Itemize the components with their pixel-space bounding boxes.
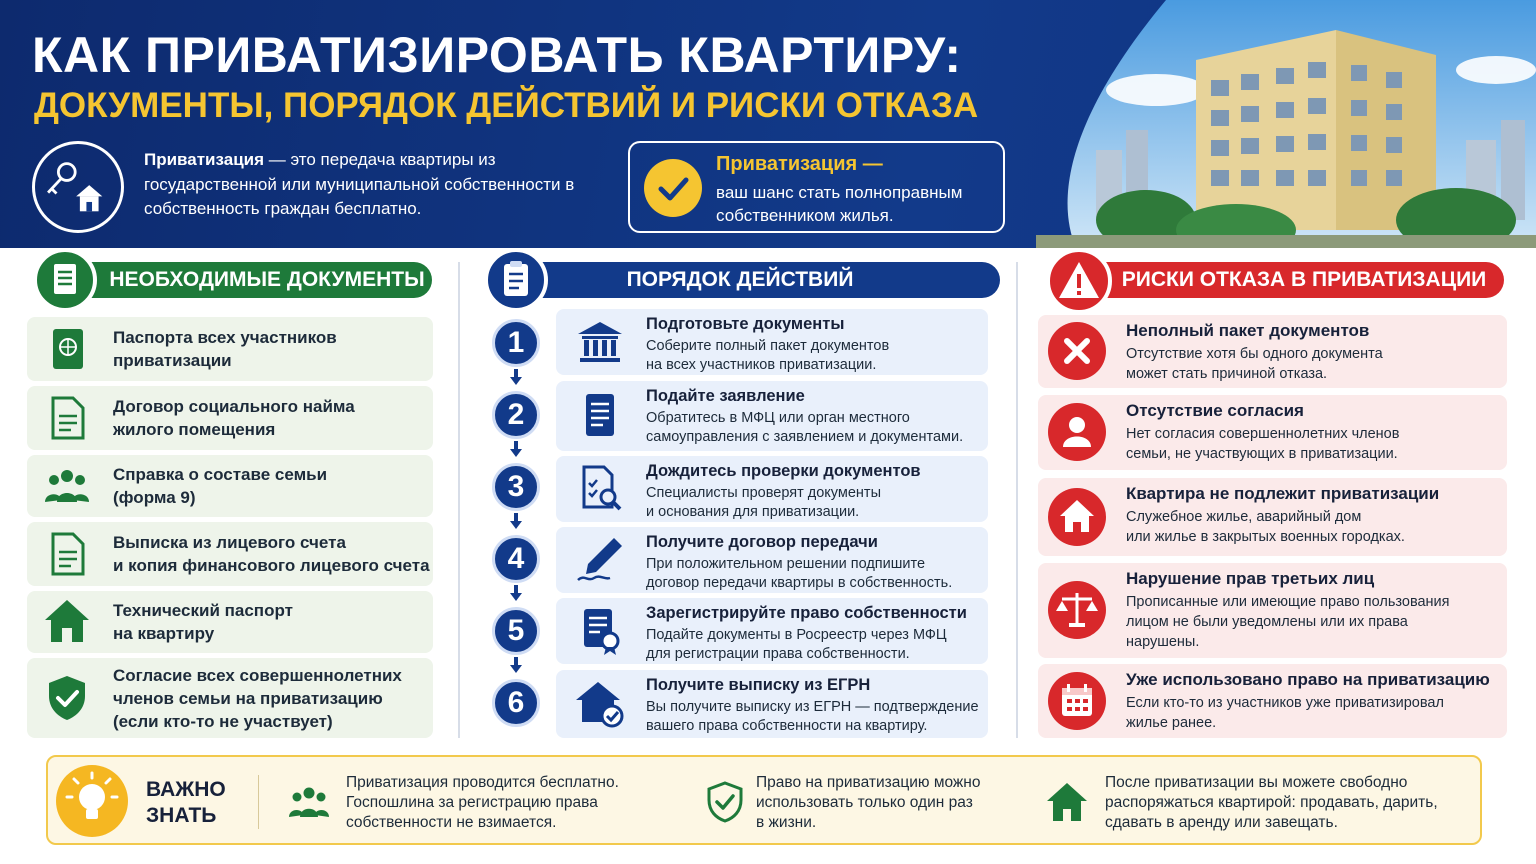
footer-note: Приватизация проводится бесплатно. Госпошлина за регистрацию права собственности не взимается. <box>346 774 619 831</box>
footer-divider <box>258 775 259 829</box>
definition-term: Приватизация <box>144 150 265 169</box>
step-title: Подготовьте документы <box>646 315 845 333</box>
document-icon <box>41 528 93 580</box>
step-card <box>556 381 988 451</box>
pen-sign-icon <box>574 534 626 586</box>
page-title: КАК ПРИВАТИЗИРОВАТЬ КВАРТИРУ: <box>32 27 962 83</box>
house-icon <box>1048 488 1106 546</box>
step-description: Подайте документы в Росреестр через МФЦ для регистрации права собственности. <box>646 627 947 662</box>
document-item <box>27 386 433 450</box>
risk-title: Нарушение прав третьих лиц <box>1126 569 1375 588</box>
step-description: Обратитесь в МФЦ или орган местного самоуправления с заявлением и документами. <box>646 410 964 445</box>
institution-icon <box>574 316 626 368</box>
documents-heading-label: НЕОБХОДИМЫЕ ДОКУМЕНТЫ <box>109 268 425 291</box>
footer-note: После приватизации вы можете свободно распоряжаться квартирой: продавать, дарить, сдавать в аренду или завещать. <box>1105 774 1438 831</box>
risk-item <box>1038 478 1507 556</box>
certificate-icon <box>574 605 626 657</box>
step-title: Дождитесь проверки документов <box>646 462 921 480</box>
document-icon <box>33 248 97 312</box>
application-icon <box>574 390 626 442</box>
document-search-icon <box>574 463 626 515</box>
document-icon <box>41 392 93 444</box>
family-icon <box>286 779 332 825</box>
arrow-down-icon <box>510 441 522 457</box>
checkmark-icon <box>644 159 702 217</box>
risk-item <box>1038 395 1507 470</box>
step-description: При положительном решении подпишите договор передачи квартиры в собственность. <box>646 556 953 591</box>
shield-check-icon <box>41 672 93 724</box>
risk-description: Служебное жилье, аварийный дом или жилье в закрытых военных городках. <box>1126 509 1405 545</box>
arrow-down-icon <box>510 657 522 673</box>
step-title: Подайте заявление <box>646 387 805 405</box>
house-icon <box>41 596 93 648</box>
document-item <box>27 658 433 738</box>
step-number: 4 <box>492 535 540 583</box>
risks-heading-label: РИСКИ ОТКАЗА В ПРИВАТИЗАЦИИ <box>1121 268 1487 291</box>
step-number: 2 <box>492 391 540 439</box>
close-icon <box>1048 322 1106 380</box>
document-item <box>27 317 433 381</box>
step-description: Соберите полный пакет документов на всех участников приватизации. <box>646 338 890 373</box>
step-card <box>556 598 988 664</box>
document-label: Договор социального найма жилого помещения <box>113 397 355 439</box>
document-item <box>27 591 433 653</box>
definition-text: — это передача квартиры из государственной или муниципальной собственности в собственность граждан бесплатно. <box>144 150 575 218</box>
step-number: 6 <box>492 679 540 727</box>
risk-title: Неполный пакет документов <box>1126 321 1370 340</box>
step-number: 1 <box>492 319 540 367</box>
step-title: Получите выписку из ЕГРН <box>646 676 871 694</box>
document-label: Паспорта всех участников приватизации <box>113 328 337 370</box>
calendar-icon <box>1048 672 1106 730</box>
important-label: ВАЖНО ЗНАТЬ <box>146 778 226 827</box>
warning-icon <box>1046 248 1112 314</box>
passport-icon <box>41 323 93 375</box>
arrow-down-icon <box>510 369 522 385</box>
steps-heading-label: ПОРЯДОК ДЕЙСТВИЙ <box>626 268 854 291</box>
risk-item <box>1038 315 1507 388</box>
document-label: Справка о составе семьи (форма 9) <box>113 465 328 507</box>
key-house-icon <box>32 141 124 233</box>
arrow-down-icon <box>510 513 522 529</box>
steps-heading <box>520 262 1000 298</box>
document-label: Согласие всех совершеннолетних членов семьи на приватизацию (если кто-то не участвует) <box>113 666 402 731</box>
step-number: 5 <box>492 607 540 655</box>
step-card <box>556 456 988 522</box>
chance-title: Приватизация — <box>716 153 883 175</box>
privatization-definition <box>144 148 624 222</box>
page-subtitle: ДОКУМЕНТЫ, ПОРЯДОК ДЕЙСТВИЙ И РИСКИ ОТКАЗА <box>34 86 979 125</box>
risk-title: Квартира не подлежит приватизации <box>1126 484 1440 503</box>
risk-item <box>1038 563 1507 658</box>
document-item <box>27 522 433 586</box>
column-divider <box>458 262 460 738</box>
person-icon <box>1048 403 1106 461</box>
lightbulb-icon <box>56 765 128 837</box>
document-label: Выписка из лицевого счета и копия финансового лицевого счета <box>113 533 430 575</box>
document-label: Технический паспорт на квартиру <box>113 601 293 643</box>
scales-icon <box>1048 581 1106 639</box>
step-number: 3 <box>492 463 540 511</box>
family-icon <box>41 460 93 512</box>
documents-heading <box>62 262 432 298</box>
shield-check-icon <box>702 779 748 825</box>
risks-heading <box>1080 262 1504 298</box>
document-item <box>27 455 433 517</box>
column-divider <box>1016 262 1018 738</box>
risk-description: Прописанные или имеющие право пользования лицом не были уведомлены или их права нарушены. <box>1126 594 1450 650</box>
step-card <box>556 527 988 593</box>
important-footer <box>46 755 1482 845</box>
step-description: Вы получите выписку из ЕГРН — подтверждение вашего права собственности на квартиру. <box>646 699 979 734</box>
risk-description: Если кто-то из участников уже приватизировал жилье ранее. <box>1126 695 1444 731</box>
step-card <box>556 309 988 375</box>
header-banner <box>0 0 1536 248</box>
clipboard-icon <box>484 248 548 312</box>
chance-text: ваш шанс стать полноправным собственником жилья. <box>716 183 963 225</box>
house-check-icon <box>574 678 626 730</box>
chance-callout <box>628 141 1005 233</box>
apartment-building-illustration <box>1036 0 1536 248</box>
risk-description: Нет согласия совершеннолетних членов семьи, не участвующих в приватизации. <box>1126 426 1400 462</box>
step-title: Зарегистрируйте право собственности <box>646 604 967 622</box>
risk-title: Уже использовано право на приватизацию <box>1126 670 1490 689</box>
risk-item <box>1038 664 1507 738</box>
step-card <box>556 670 988 738</box>
footer-note: Право на приватизацию можно использовать только один раз в жизни. <box>756 774 981 831</box>
risk-title: Отсутствие согласия <box>1126 401 1304 420</box>
house-icon <box>1044 779 1090 825</box>
step-title: Получите договор передачи <box>646 533 878 551</box>
arrow-down-icon <box>510 585 522 601</box>
step-description: Специалисты проверят документы и основания для приватизации. <box>646 485 881 520</box>
risk-description: Отсутствие хотя бы одного документа может стать причиной отказа. <box>1126 346 1383 382</box>
